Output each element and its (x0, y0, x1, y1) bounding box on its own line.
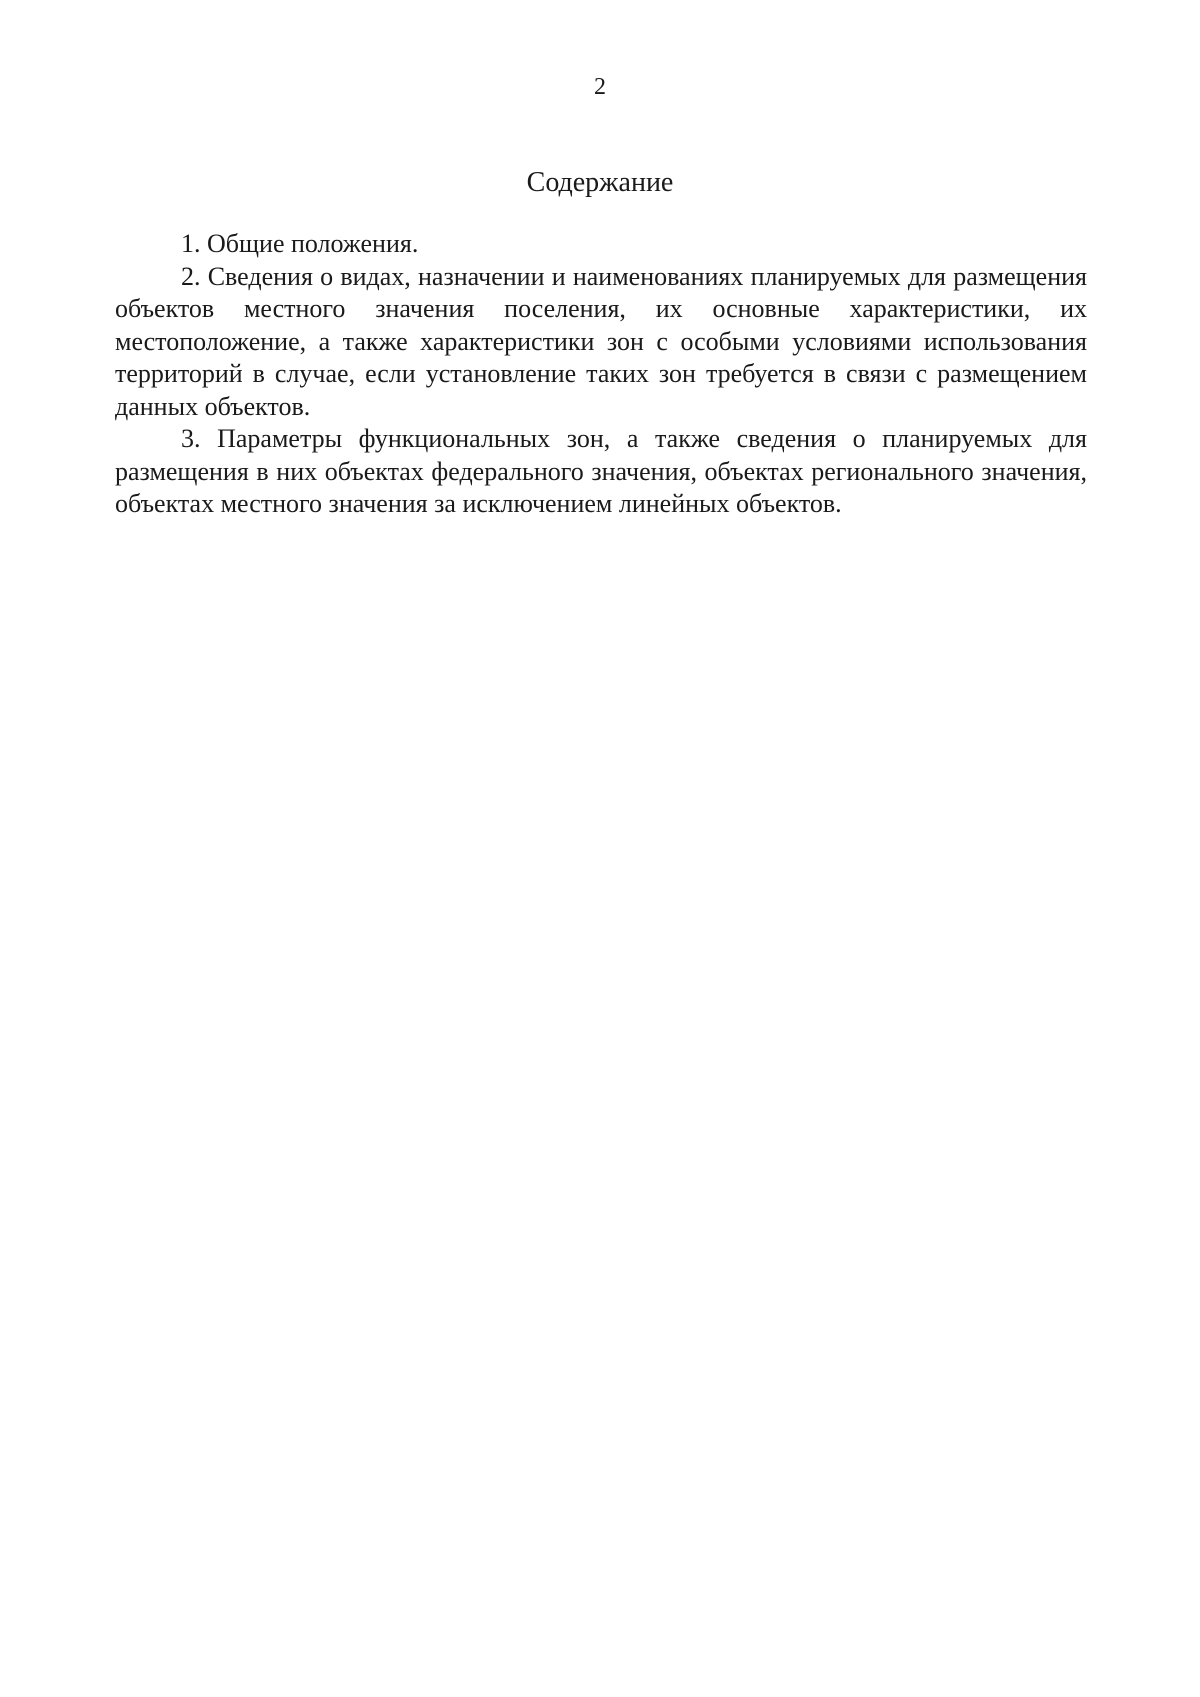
toc-item-planned-objects-info: 2. Сведения о видах, назначении и наименованиях планируемых для размещения объектов местного значения поселения, их основные характеристики, их местоположение, а также характеристики зон с особыми условиями использования территорий в случае, если установление таких зон требуется в связи с размещением данных объектов. (115, 261, 1087, 421)
page-title: Содержание (526, 167, 674, 198)
page-number: 2 (594, 74, 606, 100)
table-of-contents (115, 228, 1087, 521)
toc-item-functional-zones-parameters: 3. Параметры функциональных зон, а также сведения о планируемых для размещения в них объектах федерального значения, объектах регионального значения, объектах местного значения за исключением линейных объектов. (115, 424, 1087, 518)
toc-item-general-provisions: 1. Общие положения. (181, 229, 419, 258)
